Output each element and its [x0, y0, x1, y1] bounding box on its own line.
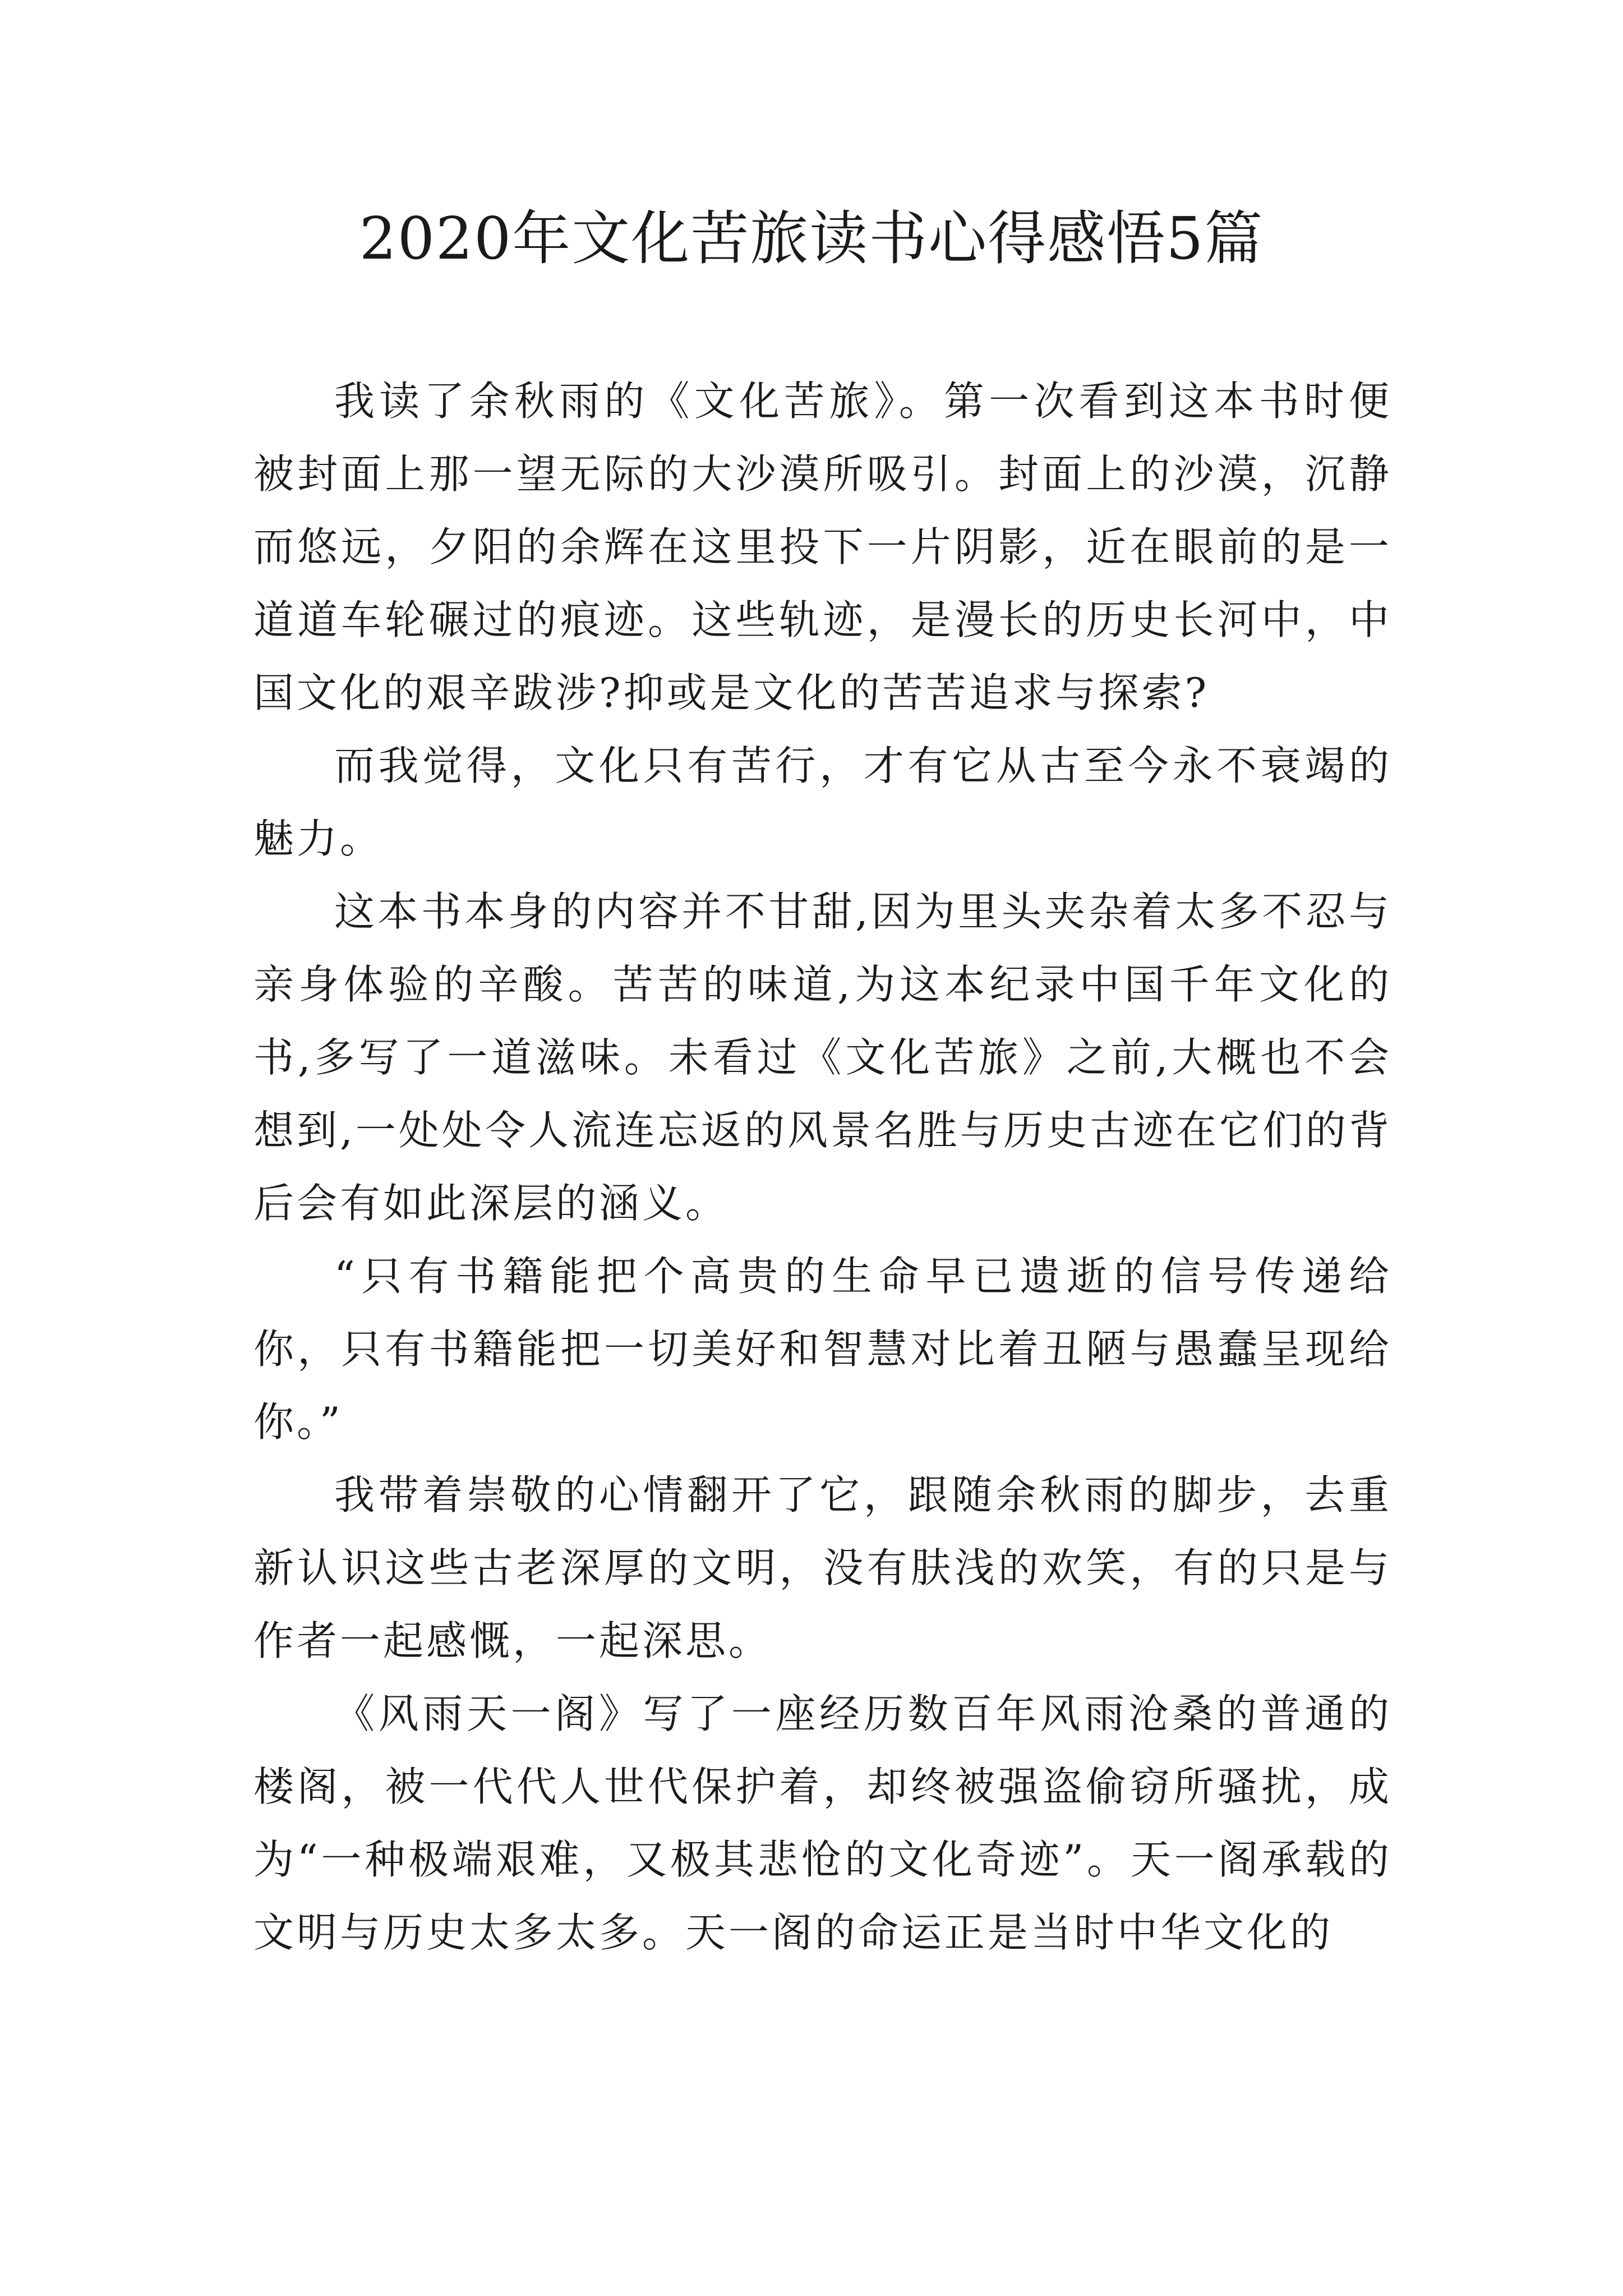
paragraph: 《风雨天一阁》写了一座经历数百年风雨沧桑的普通的楼阁，被一代代人世代保护着，却终被强盗偷窃所骚扰，成为“一种极端艰难，又极其悲怆的文化奇迹”。天一阁承载的文明与历史太多太多。天一阁的命运正是当时中华文化的: [253, 1690, 1392, 1956]
document-title: 2020年文化苦旅读书心得感悟5篇: [359, 204, 1264, 273]
paragraph: 而我觉得，文化只有苦行，才有它从古至今永不衰竭的魅力。: [253, 742, 1392, 862]
paragraph: 我带着崇敬的心情翻开了它，跟随余秋雨的脚步，去重新认识这些古老深厚的文明，没有肤浅的欢笑，有的只是与作者一起感慨，一起深思。: [253, 1471, 1392, 1664]
paragraph: 我读了余秋雨的《文化苦旅》。第一次看到这本书时便被封面上那一望无际的大沙漠所吸引。封面上的沙漠，沉静而悠远，夕阳的余辉在这里投下一片阴影，近在眼前的是一道道车轮碾过的痕迹。这些轨迹，是漫长的历史长河中，中国文化的艰辛跋涉?抑或是文化的苦苦追求与探索?: [253, 378, 1392, 716]
document-body: [253, 365, 1392, 1969]
quote-paragraph: “只有书籍能把个高贵的生命早已遗逝的信号传递给你，只有书籍能把一切美好和智慧对比着丑陋与愚蠢呈现给你。”: [253, 1253, 1392, 1446]
paragraph: 这本书本身的内容并不甘甜,因为里头夹杂着太多不忍与亲身体验的辛酸。苦苦的味道,为这本纪录中国千年文化的书,多写了一道滋味。未看过《文化苦旅》之前,大概也不会想到,一处处令人流连忘返的风景名胜与历史古迹在它们的背后会有如此深层的涵义。: [253, 888, 1392, 1227]
